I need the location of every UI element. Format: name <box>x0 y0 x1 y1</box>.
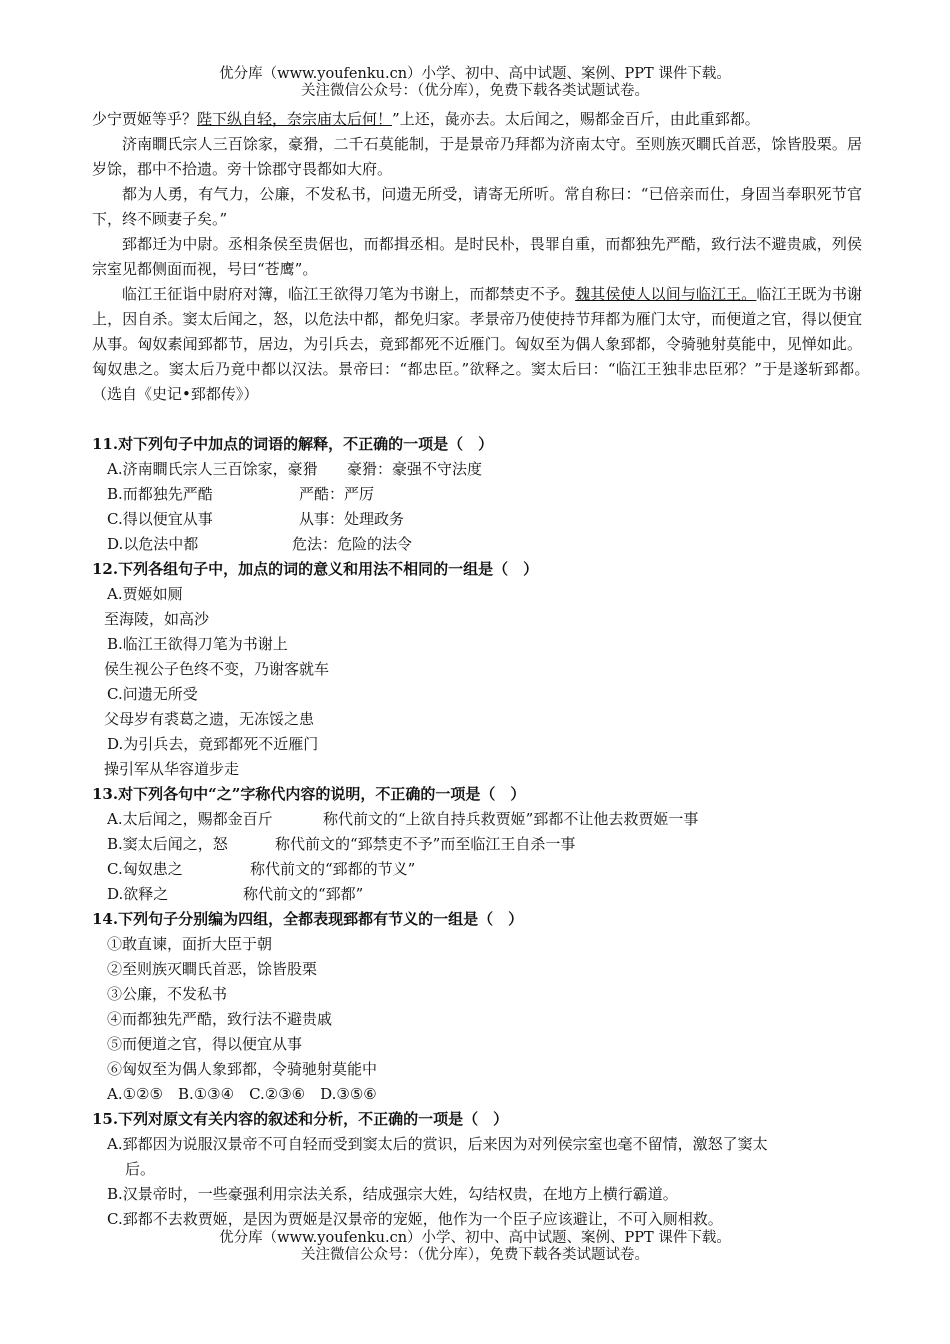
option-explanation: 称代前文的“郅都” <box>243 885 364 903</box>
passage-text: ”上还，彘亦去。太后闻之，赐都金百斤，由此重郅都。 <box>392 110 760 128</box>
passage-paragraph-0 <box>92 107 862 132</box>
option-explanation: 豪猾：豪强不守法度 <box>347 460 483 478</box>
question-14-options: A.①②⑤ B.①③④ C.②③⑥ D.③⑤⑥ <box>107 1085 377 1103</box>
option-explanation: 严酷：严厉 <box>299 485 375 503</box>
passage-paragraph-3: 郅都迁为中尉。丞相条侯至贵倨也，而都揖丞相。是时民朴，畏罪自重，而都独先严酷，致行法不避贵戚，列侯宗室见都侧面而视，号曰“苍鹰”。 <box>92 235 862 278</box>
question-13-option-c <box>92 857 862 882</box>
question-12-option-d: D.为引兵去，竟郅都死不近雁门 <box>107 735 319 753</box>
question-12-option-c-pair: 父母岁有裘葛之遗，无冻馁之患 <box>104 710 315 728</box>
option-explanation: 称代前文的“上欲自持兵救贾姬”郅都不让他去救贾姬一事 <box>323 810 699 828</box>
page-footer <box>0 1230 950 1264</box>
option-sentence: B.窦太后闻之，怒 <box>107 835 228 853</box>
option-explanation: 危法：危险的法令 <box>292 535 413 553</box>
question-12-option-a-pair: 至海陵，如高沙 <box>104 610 210 628</box>
passage-paragraph-4 <box>92 282 878 407</box>
question-15-option-b: B.汉景帝时，一些豪强利用宗法关系，结成强宗大姓，勾结权贵，在地方上横行霸道。 <box>107 1185 678 1203</box>
question-11-option-a <box>92 457 862 482</box>
footer-line-1: 优分库（www.youfenku.cn）小学、初中、高中试题、案例、PPT 课件下载。 <box>219 1230 731 1246</box>
question-14-stem: 14.下列句子分别编为四组，全都表现郅都有节义的一组是（ ） <box>92 910 524 928</box>
question-12-stem: 12.下列各组句子中，加点的词的意义和用法不相同的一组是（ ） <box>92 560 539 578</box>
option-sentence: B.而都独先严酷 <box>107 485 213 503</box>
question-13-option-b <box>92 832 862 857</box>
passage-text: 少宁贾姬等乎？ <box>92 110 198 128</box>
passage-text: 临江王既为书谢上，因自杀。窦太后闻之，怒，以危法中都，都免归家。孝景帝乃使使持节拜都为雁门太守，而便道之官，得以便宜从事。匈奴素闻郅都节，居边，为引兵去，竟郅都死不近雁门。匈奴至为偶人象郅都，令骑驰射莫能中，见惮如此。匈奴患之。窦太后乃竟中都以汉法。景帝曰：“都忠臣。”欲释之。窦太后曰：“临江王独非忠臣邪？”于是遂斩郅都。 （选自《史记•郅都传》） <box>92 285 878 403</box>
question-14-item-6: ⑥匈奴至为偶人象郅都，令骑驰射莫能中 <box>107 1060 378 1078</box>
question-14-item-5: ⑤而便道之官，得以便宜从事 <box>107 1035 303 1053</box>
footer-line-2: 关注微信公众号：（优分库），免费下载各类试题试卷。 <box>301 1247 649 1263</box>
option-line: A.郅都因为说服汉景帝不可自轻而受到窦太后的赏识，后来因为对列侯宗室也毫不留情，激怒了窦太 <box>107 1135 768 1153</box>
question-15-option-c: C.郅都不去救贾姬，是因为贾姬是汉景帝的宠姬，他作为一个臣子应该避让，不可入厕相救。 <box>107 1210 723 1228</box>
header-line-2: 关注微信公众号：（优分库），免费下载各类试题试卷。 <box>301 83 649 99</box>
question-12-option-d-pair: 操引军从华容道步走 <box>104 760 240 778</box>
passage-paragraph-2: 都为人勇，有气力，公廉，不发私书，问遗无所受，请寄无所听。常自称曰：“已倍亲而仕，身固当奉职死节官下，终不顾妻子矣。” <box>92 185 862 228</box>
question-12-option-b: B.临江王欲得刀笔为书谢上 <box>107 635 288 653</box>
option-sentence: A.济南瞷氏宗人三百馀家，豪猾 <box>107 460 318 478</box>
option-line-continued: 后。 <box>125 1160 156 1178</box>
question-13-stem: 13.对下列各句中“之”字称代内容的说明，不正确的一项是（ ） <box>92 785 526 803</box>
question-14-item-1: ①敢直谏，面折大臣于朝 <box>107 935 273 953</box>
question-11-stem: 11.对下列句子中加点的词语的解释，不正确的一项是（ ） <box>92 435 494 453</box>
question-12-option-a: A.贾姬如厕 <box>107 585 183 603</box>
question-12-option-c: C.问遗无所受 <box>107 685 198 703</box>
option-sentence: C.匈奴患之 <box>107 860 183 878</box>
question-14-item-3: ③公廉，不发私书 <box>107 985 228 1003</box>
passage-paragraph-1: 济南瞷氏宗人三百馀家，豪猾，二千石莫能制，于是景帝乃拜都为济南太守。至则族灭瞷氏首恶，馀皆股栗。居岁馀，郡中不拾遗。旁十馀郡守畏都如大府。 <box>92 135 862 178</box>
question-11-option-c <box>92 507 862 532</box>
option-sentence: D.欲释之 <box>107 885 169 903</box>
option-explanation: 称代前文的“郅都的节义” <box>250 860 416 878</box>
question-15-stem: 15.下列对原文有关内容的叙述和分析，不正确的一项是（ ） <box>92 1110 509 1128</box>
document-body <box>92 107 878 1232</box>
page-header <box>0 66 950 100</box>
option-explanation: 从事：处理政务 <box>299 510 405 528</box>
question-13-option-d <box>92 882 862 907</box>
question-12-option-b-pair: 侯生视公子色终不变，乃谢客就车 <box>104 660 330 678</box>
underlined-sentence: 陛下纵自轻，奈宗庙太后何！ <box>197 110 393 128</box>
option-sentence: D.以危法中都 <box>107 535 199 553</box>
header-line-1: 优分库（www.youfenku.cn）小学、初中、高中试题、案例、PPT 课件下载。 <box>219 66 731 82</box>
option-explanation: 称代前文的“郅禁吏不予”而至临江王自杀一事 <box>275 835 576 853</box>
question-11-option-b <box>92 482 862 507</box>
passage-text: 临江王征诣中尉府对簿，临江王欲得刀笔为书谢上，而都禁吏不予。 <box>122 285 576 303</box>
question-15-option-a <box>92 1132 862 1182</box>
question-14-item-2: ②至则族灭瞷氏首恶，馀皆股栗 <box>107 960 318 978</box>
underlined-sentence: 魏其侯使人以间与临江王。 <box>575 285 757 303</box>
option-sentence: C.得以便宜从事 <box>107 510 213 528</box>
question-13-option-a <box>92 807 862 832</box>
question-14-item-4: ④而都独先严酷，致行法不避贵戚 <box>107 1010 333 1028</box>
question-11-option-d <box>92 532 862 557</box>
option-sentence: A.太后闻之，赐都金百斤 <box>107 810 273 828</box>
